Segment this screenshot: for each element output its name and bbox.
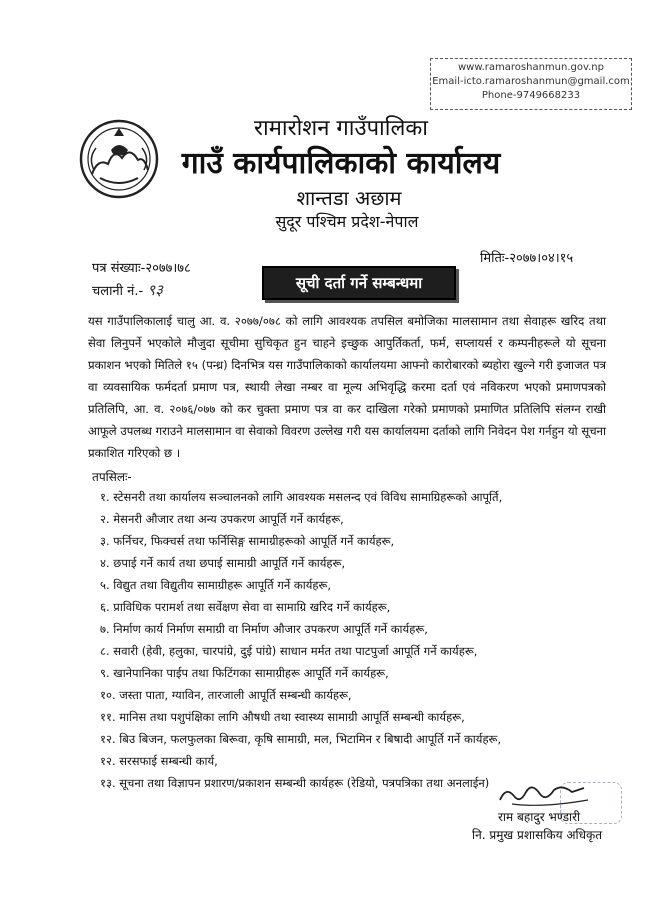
notice-body: यस गाउँपालिकालाई चालु आ. व. २०७७/०७८ को लागि आवश्यक तपसिल बमोजिका मालसामान तथा सेवाहरू खरिद तथा सेवा लिनुपर्ने भएकोले मौजुदा सूचीमा सुचिकृत हुन चाहने इच्छुक आपुर्तिकर्ता, फर्म, सप्लायर्स र कम्पनीहरूले यो सूचना प्रकाशन भएको मितिले १५ (पन्ध्र) दिनभित्र यस गाउँपालिकाको कार्यालयमा आफ्नो कारोबारको ब्यहोरा खुल्ने गरी इजाजत पत्र वा व्यवसायिक फर्मदर्ता प्रमाण पत्र, स्थायी लेखा नम्बर वा मूल्य अभिवृद्धि करमा दर्ता एवं नविकरण भएको प्रमाणपत्रको प्रतिलिपि, आ. व. २०७६/०७७ को कर चुक्ता प्रमाण पत्र वा कर दाखिला गरेको प्रमाणको प्रमाणित प्रतिलिपि संलग्न राखी आफूले उपलब्ध गराउने मालसामान वा सेवाको विवरण उल्लेख गरी यस कार्यालयमा दर्ताको लागि निवेदन पेश गर्नहुन यो सूचना प्रकाशित गरिएको छ । [88,314,606,460]
reference-number [92,258,191,276]
list-item: ५. विद्युत तथा विद्युतीय सामाग्रीहरू आपूर्ति गर्ने कार्यहरू, [100,578,332,592]
list-item: १. स्टेसनरी तथा कार्यालय सञ्चालनको लागि आवश्यक मसलन्द एवं विविध सामाग्रिहरूको आपूर्ति, [100,490,503,504]
subject-box: सूची दर्ता गर्ने सम्बन्धमा [262,266,456,300]
list-item: १२. सरसफाई सम्बन्धी कार्य, [100,754,218,768]
dispatch-label: चलानी नं.- [92,284,144,299]
list-item: ११. मानिस तथा पशुपंक्षिका लागि औषधी तथा स्वास्थ्य सामाग्री आपूर्ति सम्बन्धी कार्यहरू, [100,710,465,724]
list-item: ७. निर्माण कार्य निर्माण समाग्री वा निर्माण औजार उपकरण आपूर्ति गर्ने कार्यहरू, [100,622,428,636]
reference-label: पत्र संख्याः- [92,261,146,276]
date-value: २०७७।०४।१५ [509,251,574,266]
municipality-name: रामारोशन गाउँपालिका [254,116,428,141]
list-item: ३. फर्निचर, फिक्चर्स तथा फर्निसिङ्ग सामाग्रीहरूको आपूर्ति गर्ने कार्यहरू, [100,534,395,548]
list-item: १३. सूचना तथा विज्ञापन प्रशारण/प्रकाशन सम्बन्धी कार्यहरू (रेडियो, पत्रपत्रिका तथा अनलाईन) [100,776,490,790]
office-location: शान्तडा अछाम [296,186,402,210]
dispatch-number [92,280,163,300]
office-name: गाउँ कार्यपालिकाको कार्यालय [181,146,501,181]
contact-box [430,58,632,110]
signatory-title: नि. प्रमुख प्रशासकिय अधिकृत [472,828,603,842]
list-item: ९. खानेपानिका पाईप तथा फिटिंगका सामाग्रीहरू आपूर्ति गर्ने कार्यहरू, [100,666,389,680]
notice-date [480,248,573,266]
signature-icon [492,778,602,812]
details-heading: तपसिलः- [92,470,132,484]
contact-phone: Phone-9749668233 [481,90,581,101]
dispatch-value: ९३ [147,281,163,299]
contact-email: Email-icto.ramaroshanmun@gmail.com [432,76,630,87]
office-province: सुदूर पश्चिम प्रदेश-नेपाल [275,212,419,231]
list-item: ४. छपाई गर्ने कार्य तथा छपाई सामाग्री आपूर्ति गर्ने कार्यहरू, [100,556,346,570]
list-item: २. मेसनरी औजार तथा अन्य उपकरण आपूर्ति गर्ने कार्यहरू, [100,512,344,526]
contact-website: www.ramaroshanmun.gov.np [458,62,604,73]
reference-value: २०७७।७८ [145,261,191,276]
list-item: १२. बिउ बिजन, फलफुलका बिरूवा, कृषि सामाग्री, मल, भिटामिन र बिषादी आपूर्ति गर्ने कार्यहरू, [100,732,502,746]
list-item: ८. सवारी (हेवी, हलुका, चारपांग्रे, दुई पांग्रे) साधान मर्मत तथा पाटपुर्जा आपूर्ति गर्ने कार्यहरू, [100,644,478,658]
list-item: ६. प्राविधिक परामर्श तथा सर्वेक्षण सेवा वा सामाग्रि खरिद गर्ने कार्यहरू, [100,600,391,614]
signatory-name: राम बहादुर भण्डारी [498,810,581,824]
list-item: १०. जस्ता पाता, ग्याविन, तारजाली आपूर्ति सम्बन्धी कार्यहरू, [100,688,352,702]
date-label: मितिः- [480,251,510,266]
